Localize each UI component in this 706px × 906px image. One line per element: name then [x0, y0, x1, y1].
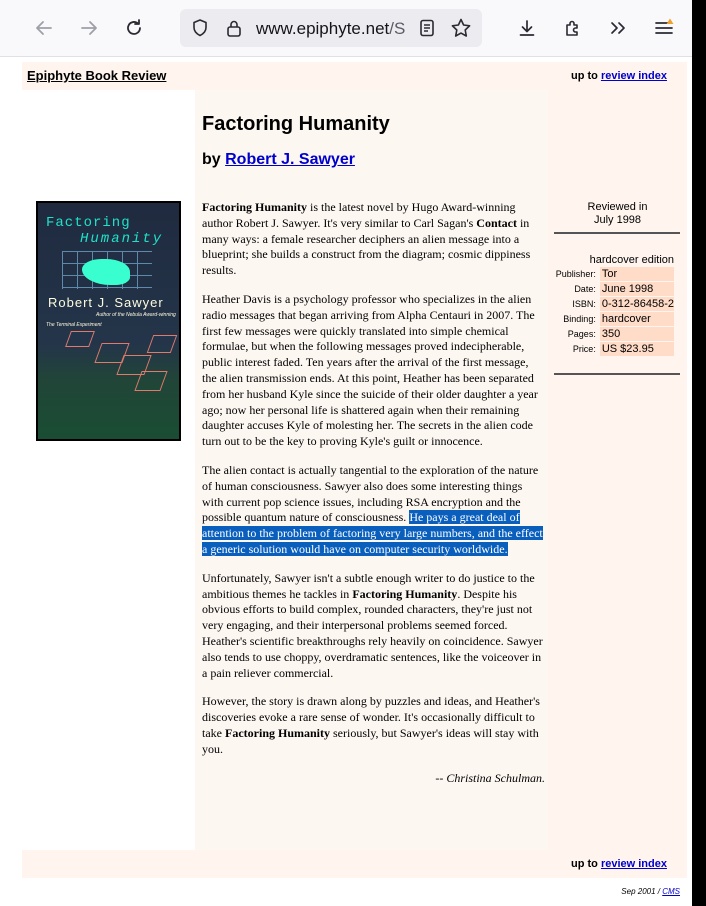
divider	[554, 232, 680, 234]
cover-column	[22, 90, 195, 850]
author-link[interactable]: Robert J. Sawyer	[225, 151, 355, 168]
review-paragraph: Heather Davis is a psychology professor who specializes in the alien radio messages that began arriving from Alpha Centauri in 2007. The first few messages were quickly translated into simple chemical formulae, but when the following messages proved indecipherable, public interest faded. Ten years after the arrival of the first message, the alien transmission ends. At this point, Heather has been separated from her husband Kyle since the suicide of their older daughter a year ago; now her personal life is shattered again when their remaining daughter accuses Kyle of molesting her. The secrets in the alien code turn out to be the key to proving Kyle's guilt or innocence.	[202, 291, 538, 449]
up-to-text: up to	[571, 858, 601, 870]
byline	[202, 151, 355, 169]
edition-label: hardcover edition	[589, 254, 674, 266]
url-text[interactable]	[256, 19, 406, 39]
page-footer	[22, 850, 687, 878]
contact-title-ref: Contact	[476, 215, 517, 230]
footer-up-link	[571, 858, 667, 870]
detail-label: Binding:	[563, 314, 596, 324]
meta-date: Sep 2001 /	[621, 887, 663, 896]
review-body	[202, 200, 545, 786]
cover-title-line2: Humanity	[80, 231, 164, 247]
url-path: /S	[389, 19, 406, 38]
window-edge	[692, 0, 706, 906]
review-paragraph	[202, 694, 545, 757]
detail-row	[554, 267, 674, 281]
lock-icon[interactable]	[220, 14, 248, 42]
book-title-ref: Factoring Humanity	[352, 586, 458, 601]
browser-toolbar	[0, 0, 692, 57]
header-up-link	[571, 70, 667, 82]
shield-icon[interactable]	[186, 14, 214, 42]
reviewed-label: Reviewed in	[587, 201, 648, 213]
back-icon[interactable]	[30, 14, 58, 42]
download-icon[interactable]	[513, 14, 541, 42]
review-paragraph	[202, 571, 545, 682]
review-text: Unfortunately, Sawyer isn't a subtle enough writer to do justice to the ambitious themes he tackles in	[202, 570, 535, 601]
url-bar[interactable]	[180, 9, 482, 47]
cms-link[interactable]: CMS	[662, 887, 680, 896]
review-text: is the latest novel by Hugo Award-winning author Robert J. Sawyer. It's very similar to Carl Sagan's	[202, 200, 516, 230]
book-info-sidebar	[548, 90, 687, 850]
page-meta	[0, 887, 680, 896]
book-cover-image	[36, 201, 181, 441]
cover-author: Robert J. Sawyer	[48, 295, 164, 310]
detail-label: Pages:	[567, 329, 596, 339]
detail-value: 350	[600, 327, 674, 341]
selected-text[interactable]: He pays a great deal of attention to the problem of factoring very large numbers, and the effect a generic solution would have on computer security worldwide.	[202, 510, 543, 556]
review-column	[195, 90, 548, 850]
detail-row	[554, 312, 674, 326]
detail-value: US $23.95	[600, 342, 674, 356]
url-domain: www.epiphyte.net	[256, 19, 390, 38]
detail-value: 0-312-86458-2	[601, 298, 674, 310]
page-header	[22, 62, 687, 90]
cover-blurb-title: The Terminal Experiment	[46, 322, 102, 328]
cover-title-line1: Factoring	[46, 215, 131, 231]
cover-wire-box	[147, 335, 178, 353]
detail-row	[554, 282, 674, 296]
detail-value: June 1998	[600, 282, 674, 296]
web-page	[0, 57, 692, 906]
cover-wire-box	[134, 371, 167, 391]
review-text: in many ways: a female researcher deciphers an alien message into a blueprint; she builds a construct from the diagram; cosmic dippiness results.	[202, 215, 531, 278]
review-index-link[interactable]: review index	[600, 70, 667, 82]
reviewer-signature: -- Christina Schulman.	[435, 770, 545, 785]
reviewed-date	[548, 201, 687, 227]
extensions-icon[interactable]	[559, 14, 587, 42]
forward-icon[interactable]	[75, 14, 103, 42]
review-text: However, the story is drawn along by puzzles and ideas, and Heather's discoveries evoke a rare sense of wonder. It's occasionally difficult to take	[202, 694, 540, 740]
site-title[interactable]: Epiphyte Book Review	[27, 68, 167, 83]
detail-row	[554, 297, 674, 311]
book-title-ref: Factoring Humanity	[225, 725, 330, 740]
cover-wire-box	[65, 331, 95, 347]
menu-icon[interactable]	[650, 14, 678, 42]
by-text: by	[202, 151, 226, 168]
detail-row	[554, 327, 674, 341]
overflow-icon[interactable]	[604, 14, 632, 42]
detail-value: Tor	[600, 267, 674, 281]
review-paragraph	[202, 200, 545, 279]
book-title-ref: Factoring Humanity	[202, 200, 307, 214]
review-text: The alien contact is actually tangential to the exploration of the nature of human consciousness. Sawyer also does some interesting things with current pop science issues, including RSA encryption and the possible quantum nature of consciousness.	[202, 462, 539, 525]
review-text: . Despite his obvious efforts to build complex, rounded characters, they're just not very engaging, and their interpersonal problems seemed forced. Heather's scientific breakthroughs rely heavily on coincidence. Sawyer also tends to use choppy, overdramatic sentences, like the voiceover in a pain reliever commercial.	[202, 586, 543, 680]
bookmark-star-icon[interactable]	[447, 14, 475, 42]
reader-view-icon[interactable]	[413, 14, 441, 42]
detail-label: Date:	[574, 284, 596, 294]
detail-label: Price:	[572, 344, 596, 354]
detail-value: hardcover	[600, 312, 674, 326]
book-title: Factoring Humanity	[202, 113, 390, 135]
review-paragraph	[202, 463, 545, 558]
cover-blurb: Author of the Nebula Award-winning	[96, 312, 176, 318]
up-to-text: up to	[571, 70, 601, 82]
book-details-table	[554, 266, 674, 357]
detail-row	[554, 342, 674, 356]
detail-label: Publisher:	[555, 269, 596, 279]
divider	[554, 373, 680, 375]
reviewed-month: July 1998	[593, 214, 642, 226]
reload-icon[interactable]	[120, 14, 148, 42]
detail-label: ISBN:	[572, 299, 596, 309]
review-index-link[interactable]: review index	[600, 858, 667, 870]
review-text: seriously, but Sawyer's ideas will stay with you.	[202, 725, 539, 756]
